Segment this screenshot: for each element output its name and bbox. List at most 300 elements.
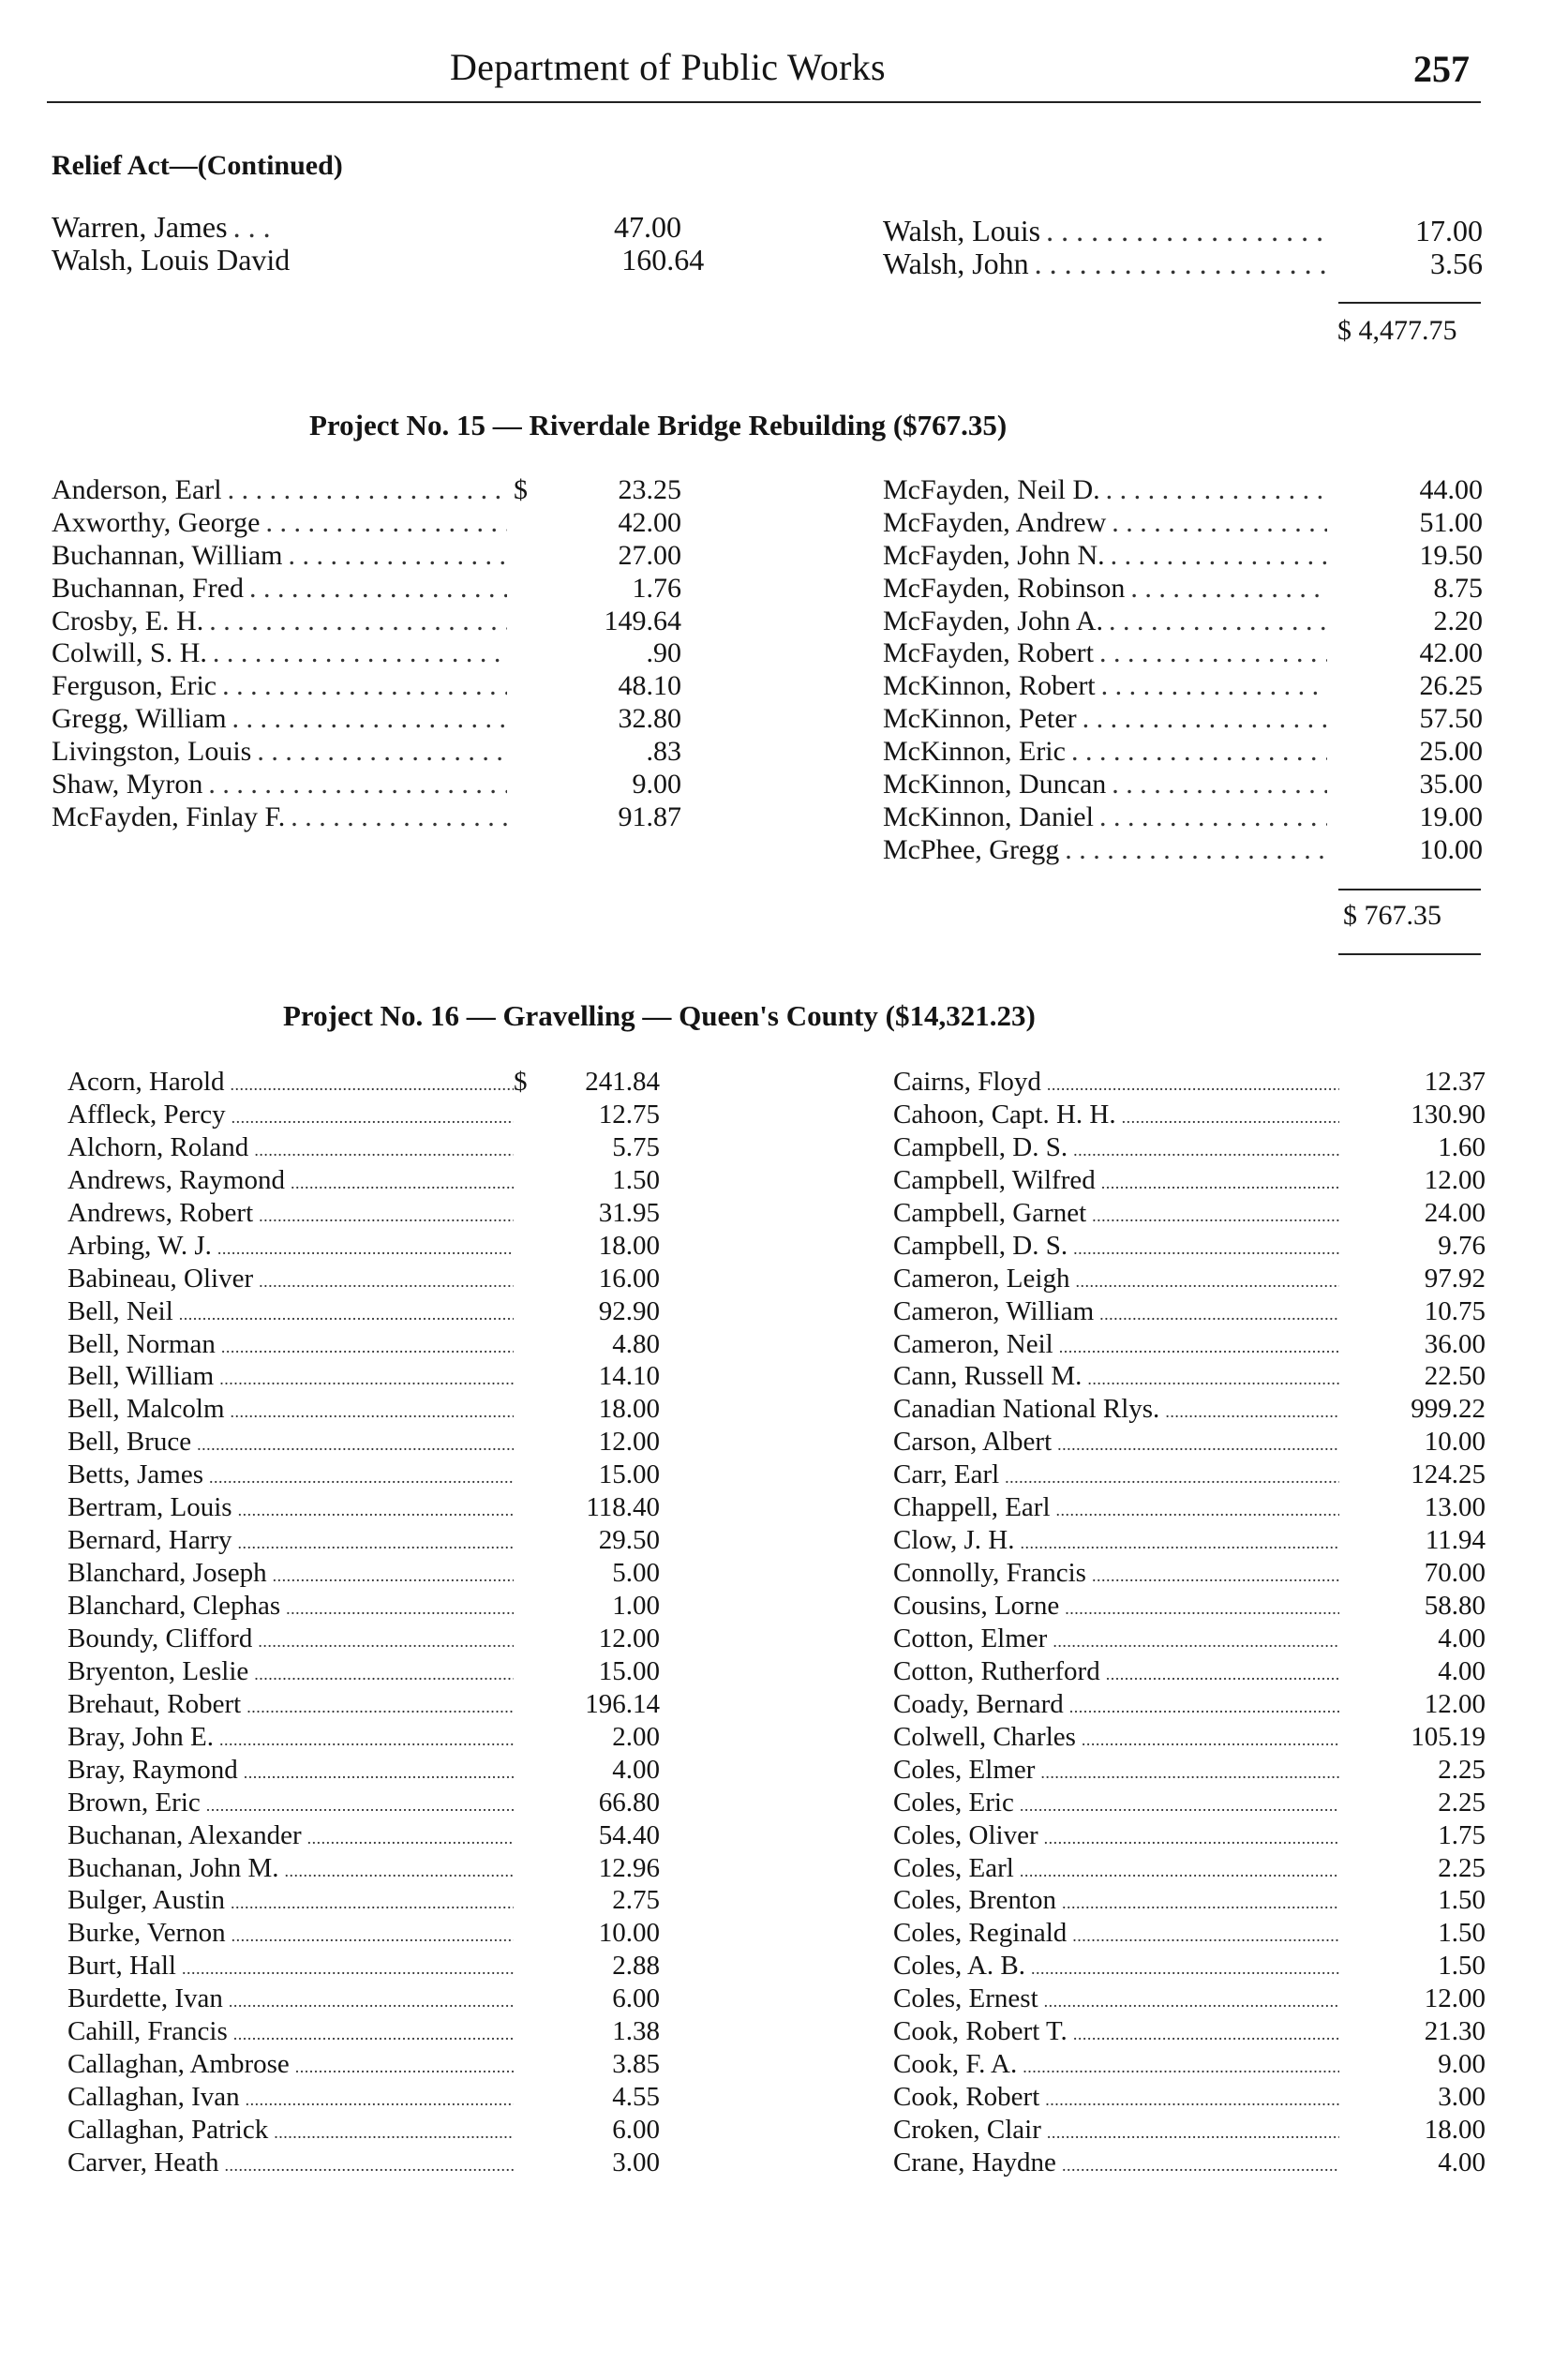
dot-leader xyxy=(1106,1656,1339,1687)
dot-leader xyxy=(1099,1296,1339,1327)
entry-amount: 15.00 xyxy=(598,1655,660,1686)
list-item xyxy=(893,1918,1486,1951)
entry-amount: 999.22 xyxy=(1411,1394,1486,1425)
dot-leader xyxy=(197,1427,514,1458)
entry-name: Bell, Bruce xyxy=(67,1427,192,1458)
entry-name: McFayden, Andrew xyxy=(883,506,1107,538)
entry-name: Bell, Malcolm xyxy=(67,1394,225,1425)
list-item xyxy=(893,1394,1486,1427)
entry-amount: 10.00 xyxy=(1419,833,1483,865)
entry-amount: 31.95 xyxy=(598,1197,660,1228)
dot-leader xyxy=(1112,507,1327,539)
entry-amount: 12.37 xyxy=(1424,1067,1486,1097)
entry-name: Burdette, Ivan xyxy=(67,1983,223,2014)
dot-leader xyxy=(289,540,507,572)
list-item xyxy=(67,1820,660,1853)
entry-amount: 2.88 xyxy=(612,1951,660,1982)
list-item xyxy=(893,1820,1486,1853)
dot-leader xyxy=(307,1820,514,1851)
list-item xyxy=(67,2082,660,2115)
dot-leader xyxy=(291,801,507,833)
dot-leader xyxy=(1101,670,1327,702)
entry-amount: 2.25 xyxy=(1438,1754,1486,1785)
entry-name: Coles, Ernest xyxy=(893,1983,1038,2014)
list-item xyxy=(893,1722,1486,1755)
list-item xyxy=(893,1853,1486,1886)
list-item xyxy=(67,1788,660,1820)
entry-amount: 2.25 xyxy=(1438,1852,1486,1883)
dot-leader xyxy=(254,1132,514,1163)
entry-amount: 48.10 xyxy=(618,670,681,702)
dot-leader xyxy=(231,1394,514,1425)
entry-name: Blanchard, Joseph xyxy=(67,1558,267,1589)
entry-amount: 12.96 xyxy=(598,1852,660,1883)
list-item xyxy=(52,474,681,507)
dot-leader xyxy=(273,1558,514,1589)
entry-name: Andrews, Robert xyxy=(67,1197,254,1228)
entry-name: Coles, Oliver xyxy=(893,1819,1038,1850)
entry-amount: 54.40 xyxy=(598,1819,660,1850)
project-15-left-column xyxy=(52,474,681,834)
entry-name: Cameron, Leigh xyxy=(893,1263,1070,1294)
entry-amount: 1.60 xyxy=(1438,1131,1486,1162)
entry-amount: 25.00 xyxy=(1419,736,1483,768)
entry-name: Buchanan, Alexander xyxy=(67,1819,302,1850)
list-item xyxy=(893,1525,1486,1558)
list-item xyxy=(893,1983,1486,2016)
relief-act-heading: Relief Act—(Continued) xyxy=(52,150,343,181)
entry-amount: 15.00 xyxy=(598,1459,660,1490)
entry-name: Brown, Eric xyxy=(67,1787,201,1818)
list-item xyxy=(893,1264,1486,1296)
dot-leader xyxy=(231,1067,514,1098)
list-item xyxy=(883,670,1483,703)
dot-leader xyxy=(1020,1525,1339,1556)
list-item xyxy=(67,1525,660,1558)
list-item xyxy=(67,1755,660,1788)
dot-leader xyxy=(1047,1067,1339,1098)
entry-name: Burt, Hall xyxy=(67,1951,176,1982)
entry-name: Carr, Earl xyxy=(893,1459,1000,1490)
dot-leader xyxy=(206,1788,514,1818)
dot-leader xyxy=(231,1885,514,1916)
project-15-total: $ 767.35 xyxy=(1343,900,1441,931)
list-item xyxy=(893,2115,1486,2147)
entry-name: McKinnon, Eric xyxy=(883,736,1066,768)
list-item xyxy=(67,1264,660,1296)
entry-amount: 2.20 xyxy=(1433,605,1483,636)
dot-leader xyxy=(1040,1755,1339,1786)
entry-amount: 12.00 xyxy=(1424,1688,1486,1719)
dot-leader xyxy=(1046,214,1327,248)
entry-amount: 21.30 xyxy=(1424,2016,1486,2047)
entry-name: Arbing, W. J. xyxy=(67,1230,212,1261)
entry-name: Coles, Reginald xyxy=(893,1918,1068,1949)
dot-leader xyxy=(219,1722,514,1753)
entry-amount: 3.85 xyxy=(612,2049,660,2080)
entry-amount: 1.00 xyxy=(612,1591,660,1621)
entry-amount: 18.00 xyxy=(1424,2115,1486,2145)
entry-name: Bell, Norman xyxy=(67,1328,216,1359)
list-item xyxy=(67,1361,660,1394)
entry-amount: 1.50 xyxy=(612,1164,660,1195)
list-item xyxy=(67,1983,660,2016)
dot-leader xyxy=(231,1100,514,1130)
entry-amount: 14.10 xyxy=(598,1361,660,1392)
list-item xyxy=(883,834,1483,867)
dot-leader xyxy=(221,1329,514,1360)
dot-leader xyxy=(1071,736,1327,768)
entry-amount: 57.50 xyxy=(1419,703,1483,735)
dot-leader xyxy=(208,769,507,800)
list-item xyxy=(893,1885,1486,1918)
dot-leader xyxy=(1073,2016,1339,2047)
dot-leader xyxy=(257,736,507,768)
entry-amount: 1.76 xyxy=(632,572,681,604)
entry-amount: 97.92 xyxy=(1424,1263,1486,1294)
list-item xyxy=(883,703,1483,736)
list-item xyxy=(893,1231,1486,1264)
entry-name: McKinnon, Robert xyxy=(883,670,1096,702)
list-item xyxy=(883,474,1483,507)
entry-name: Bernard, Harry xyxy=(67,1525,232,1556)
entry-name: Crosby, E. H. xyxy=(52,605,204,636)
list-item xyxy=(883,573,1483,606)
entry-amount: 36.00 xyxy=(1424,1328,1486,1359)
entry-name: McFayden, Finlay F. xyxy=(52,800,286,832)
entry-name: Carson, Albert xyxy=(893,1427,1053,1458)
dot-leader xyxy=(246,1689,514,1720)
list-item xyxy=(893,1067,1486,1100)
entry-name: Andrews, Raymond xyxy=(67,1164,285,1195)
list-item xyxy=(893,1296,1486,1329)
list-item xyxy=(52,670,681,703)
entry-name: Campbell, Garnet xyxy=(893,1197,1087,1228)
entry-name: Callaghan, Ambrose xyxy=(67,2049,290,2080)
entry-amount: 118.40 xyxy=(586,1492,660,1523)
running-head-title: Department of Public Works xyxy=(450,46,886,88)
project-16-right-column xyxy=(893,1067,1486,2180)
entry-name: Coles, Eric xyxy=(893,1787,1014,1818)
entry-name: Cameron, Neil xyxy=(893,1328,1053,1359)
relief-total-rule xyxy=(1338,302,1481,304)
list-item xyxy=(52,769,681,801)
entry-amount: 241.84 xyxy=(585,1067,660,1097)
list-item xyxy=(67,1296,660,1329)
entry-name: McFayden, John A. xyxy=(883,605,1103,636)
list-item xyxy=(893,2049,1486,2082)
list-item xyxy=(52,540,681,573)
dot-leader xyxy=(1092,1558,1339,1589)
list-item xyxy=(67,1623,660,1656)
list-item xyxy=(893,1492,1486,1525)
entry-amount: 12.00 xyxy=(1424,1164,1486,1195)
project-15-right-column xyxy=(883,474,1483,867)
list-item xyxy=(67,1165,660,1198)
list-item xyxy=(883,606,1483,638)
entry-name: Boundy, Clifford xyxy=(67,1623,253,1653)
entry-name: Campbell, Wilfred xyxy=(893,1164,1096,1195)
project-15-heading: Project No. 15 — Riverdale Bridge Rebuilding ($767.35) xyxy=(309,409,1008,441)
dot-leader xyxy=(1111,540,1327,572)
dot-leader xyxy=(238,1492,514,1523)
entry-amount: 5.00 xyxy=(612,1558,660,1589)
dot-leader xyxy=(179,1296,514,1327)
dot-leader xyxy=(1020,1853,1339,1884)
dot-leader xyxy=(182,1951,514,1982)
dot-leader xyxy=(259,1198,514,1229)
dot-leader xyxy=(1023,2049,1339,2080)
entry-amount: 29.50 xyxy=(598,1525,660,1556)
entry-name: Colwill, S. H. xyxy=(52,637,207,669)
entry-amount: 42.00 xyxy=(618,506,681,538)
dot-leader xyxy=(1092,1198,1339,1229)
entry-name: Ferguson, Eric xyxy=(52,670,217,702)
dot-leader xyxy=(231,1918,514,1949)
entry-name: Cook, F. A. xyxy=(893,2049,1018,2080)
entry-amount: 10.75 xyxy=(1424,1295,1486,1326)
entry-amount: 130.90 xyxy=(1411,1099,1486,1130)
entry-amount: 12.00 xyxy=(1424,1983,1486,2014)
dot-leader xyxy=(274,2115,514,2146)
dot-leader xyxy=(1044,1983,1339,2014)
list-item xyxy=(893,1427,1486,1459)
dot-leader xyxy=(219,1361,514,1392)
list-item xyxy=(52,637,681,670)
list-item xyxy=(893,1198,1486,1231)
entry-amount: 2.25 xyxy=(1438,1787,1486,1818)
dot-leader xyxy=(1053,1623,1339,1654)
entry-name: Cann, Russell M. xyxy=(893,1361,1083,1392)
list-item xyxy=(67,1459,660,1492)
list-item xyxy=(883,247,1483,279)
entry-amount: .83 xyxy=(646,736,681,768)
entry-name: Cairns, Floyd xyxy=(893,1067,1041,1097)
list-item xyxy=(883,769,1483,801)
entry-amount: 4.00 xyxy=(612,1754,660,1785)
dot-leader xyxy=(1005,1459,1339,1490)
entry-name: Cotton, Rutherford xyxy=(893,1655,1100,1686)
dot-leader xyxy=(265,507,507,539)
entry-name: McPhee, Gregg xyxy=(883,833,1060,865)
dot-leader xyxy=(244,1755,514,1786)
list-item xyxy=(67,1427,660,1459)
entry-amount: 5.75 xyxy=(612,1131,660,1162)
list-item xyxy=(893,1361,1486,1394)
entry-name: Coles, A. B. xyxy=(893,1951,1025,1982)
entry-amount: 1.75 xyxy=(1438,1819,1486,1850)
entry-amount: 92.90 xyxy=(598,1295,660,1326)
dot-leader xyxy=(213,637,507,669)
entry-name: Crane, Haydne xyxy=(893,2147,1056,2177)
dot-leader xyxy=(1101,1165,1339,1196)
entry-amount: 16.00 xyxy=(598,1263,660,1294)
project-16-left-column xyxy=(67,1067,660,2180)
dot-leader xyxy=(1109,606,1327,637)
entry-name: McFayden, John N. xyxy=(883,539,1105,571)
entry-name: Anderson, Earl xyxy=(52,474,222,505)
entry-amount: 149.64 xyxy=(604,605,681,636)
list-item xyxy=(67,1918,660,1951)
list-item xyxy=(67,1231,660,1264)
dot-leader xyxy=(1044,1820,1339,1851)
list-item xyxy=(67,1591,660,1623)
dot-leader xyxy=(246,2082,514,2113)
list-item xyxy=(883,540,1483,573)
entry-name: Coles, Elmer xyxy=(893,1754,1036,1785)
entry-name: Cahoon, Capt. H. H. xyxy=(893,1099,1116,1130)
entry-name: Campbell, D. S. xyxy=(893,1131,1068,1162)
entry-name: Croken, Clair xyxy=(893,2115,1041,2145)
list-item xyxy=(67,1951,660,1983)
list-item xyxy=(67,1329,660,1362)
entry-name: Colwell, Charles xyxy=(893,1721,1076,1752)
entry-amount: 105.19 xyxy=(1411,1721,1486,1752)
entry-name: Carver, Heath xyxy=(67,2147,219,2177)
entry-name: Walsh, Louis David xyxy=(52,243,291,277)
entry-amount: 1.38 xyxy=(612,2016,660,2047)
entry-amount: 124.25 xyxy=(1411,1459,1486,1490)
entry-amount: 9.00 xyxy=(632,769,681,800)
dot-leader xyxy=(1073,1231,1339,1262)
entry-amount: 18.00 xyxy=(598,1230,660,1261)
entry-amount: 12.00 xyxy=(598,1427,660,1458)
list-item xyxy=(52,801,681,834)
entry-amount: 9.00 xyxy=(1438,2049,1486,2080)
entry-amount: 3.00 xyxy=(1438,2082,1486,2113)
entry-name: Bray, Raymond xyxy=(67,1754,238,1785)
entry-name: Brehaut, Robert xyxy=(67,1688,242,1719)
entry-name: Cook, Robert xyxy=(893,2082,1040,2113)
entry-amount: 13.00 xyxy=(1424,1492,1486,1523)
entry-amount: 1.50 xyxy=(1438,1885,1486,1916)
relief-right-column xyxy=(883,214,1483,279)
entry-name: Cotton, Elmer xyxy=(893,1623,1048,1653)
dot-leader xyxy=(209,1459,514,1490)
header-rule xyxy=(47,101,1481,103)
entry-name: Buchanan, John M. xyxy=(67,1852,279,1883)
dot-leader xyxy=(233,2016,514,2047)
entry-amount: 70.00 xyxy=(1424,1558,1486,1589)
entry-name: Livingston, Louis xyxy=(52,736,252,768)
list-item xyxy=(67,1656,660,1689)
entry-name: Campbell, D. S. xyxy=(893,1230,1068,1261)
list-item xyxy=(883,736,1483,769)
list-item xyxy=(67,1132,660,1165)
dot-leader xyxy=(1106,474,1327,506)
dot-leader xyxy=(1065,834,1327,866)
entry-name: Walsh, Louis xyxy=(883,214,1041,247)
entry-amount: 51.00 xyxy=(1419,506,1483,538)
entry-amount: 17.00 xyxy=(1415,214,1483,247)
dot-leader xyxy=(1020,1788,1339,1818)
entry-amount: 4.55 xyxy=(612,2082,660,2113)
entry-amount: 4.00 xyxy=(1438,1623,1486,1653)
list-item xyxy=(67,2049,660,2082)
entry-amount: 19.00 xyxy=(1419,800,1483,832)
entry-name: Connolly, Francis xyxy=(893,1558,1086,1589)
list-item xyxy=(67,1853,660,1886)
list-item xyxy=(893,1755,1486,1788)
entry-amount: 1.50 xyxy=(1438,1951,1486,1982)
list-item xyxy=(883,214,1483,247)
list-item xyxy=(893,1623,1486,1656)
dot-leader xyxy=(1073,1132,1339,1163)
list-item xyxy=(52,210,681,243)
entry-name: McFayden, Neil D. xyxy=(883,474,1100,505)
dot-leader xyxy=(1069,1689,1339,1720)
entry-name: Cook, Robert T. xyxy=(893,2016,1068,2047)
list-item xyxy=(52,703,681,736)
entry-name: Bulger, Austin xyxy=(67,1885,226,1916)
dot-leader xyxy=(1031,1951,1339,1982)
dot-leader xyxy=(224,2147,514,2178)
entry-amount: 8.75 xyxy=(1433,572,1483,604)
entry-name: Clow, J. H. xyxy=(893,1525,1015,1556)
entry-amount: 35.00 xyxy=(1419,769,1483,800)
list-item xyxy=(67,2016,660,2049)
entry-amount: 19.50 xyxy=(1419,539,1483,571)
list-item xyxy=(67,1100,660,1132)
list-item xyxy=(52,736,681,769)
list-item xyxy=(52,606,681,638)
entry-amount: 196.14 xyxy=(585,1688,660,1719)
entry-name: Alchorn, Roland xyxy=(67,1131,249,1162)
project-16-dollar-sign: $ xyxy=(514,1067,528,1097)
list-item xyxy=(883,507,1483,540)
dot-leader xyxy=(1075,1264,1339,1294)
entry-name: Blanchard, Clephas xyxy=(67,1591,281,1621)
list-item xyxy=(52,573,681,606)
entry-name: Bray, John E. xyxy=(67,1721,214,1752)
entry-amount: 4.00 xyxy=(1438,2147,1486,2177)
entry-amount: 9.76 xyxy=(1438,1230,1486,1261)
entry-amount: 18.00 xyxy=(598,1394,660,1425)
entry-amount: 26.25 xyxy=(1419,670,1483,702)
entry-amount: 27.00 xyxy=(618,539,681,571)
entry-amount: 4.80 xyxy=(612,1328,660,1359)
relief-left-column xyxy=(52,210,705,277)
list-item xyxy=(893,1329,1486,1362)
entry-amount: 6.00 xyxy=(612,1983,660,2014)
entry-amount: 10.00 xyxy=(1424,1427,1486,1458)
entry-amount: 32.80 xyxy=(618,703,681,735)
dot-leader xyxy=(1062,1885,1339,1916)
entry-name: Coady, Bernard xyxy=(893,1688,1064,1719)
entry-amount: 12.75 xyxy=(598,1099,660,1130)
dot-leader xyxy=(209,606,507,637)
entry-amount: 10.00 xyxy=(598,1918,660,1949)
list-item xyxy=(67,1198,660,1231)
entry-amount: 160.64 xyxy=(621,243,705,277)
list-item xyxy=(883,801,1483,834)
entry-name: Babineau, Oliver xyxy=(67,1263,254,1294)
dot-leader xyxy=(1035,247,1327,281)
entry-name: McFayden, Robert xyxy=(883,637,1094,669)
dot-leader xyxy=(238,1525,514,1556)
dot-leader xyxy=(1122,1100,1339,1130)
entry-name: Bryenton, Leslie xyxy=(67,1655,249,1686)
entry-name: Acorn, Harold xyxy=(67,1067,225,1097)
entry-name: Axworthy, George xyxy=(52,506,261,538)
entry-name: Cahill, Francis xyxy=(67,2016,228,2047)
dot-leader xyxy=(295,2049,514,2080)
entry-amount: 3.00 xyxy=(612,2147,660,2177)
entry-name: Affleck, Percy xyxy=(67,1099,226,1130)
entry-amount: 11.94 xyxy=(1425,1525,1486,1556)
dot-leader xyxy=(1112,769,1327,800)
entry-name: Cousins, Lorne xyxy=(893,1591,1060,1621)
